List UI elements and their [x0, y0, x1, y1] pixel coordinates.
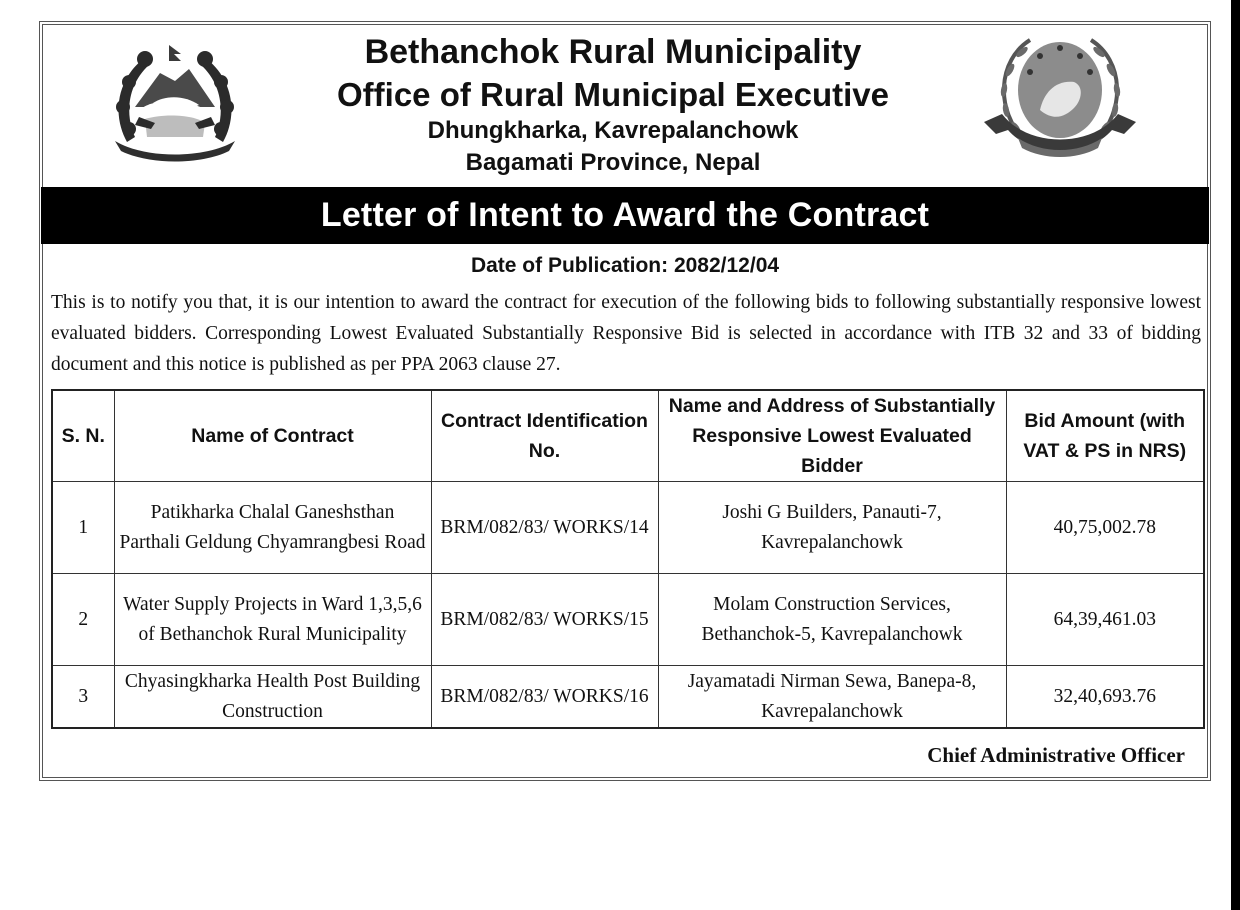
table-row: [52, 482, 1204, 574]
cell-sn: 3: [52, 666, 114, 729]
letterhead: [43, 25, 1207, 185]
municipality-name: Bethanchok Rural Municipality: [364, 33, 862, 71]
notice-frame: [39, 21, 1211, 781]
notice-title-banner: Letter of Intent to Award the Contract: [41, 187, 1209, 244]
header-bid-amount: Bid Amount (with VAT & PS in NRS): [1006, 390, 1204, 482]
table-row: [52, 666, 1204, 729]
cell-contract-name: Patikharka Chalal Ganeshsthan Parthali Geldung Chyamrangbesi Road: [114, 482, 431, 574]
header-sn: S. N.: [52, 390, 114, 482]
notice-body-text: This is to notify you that, it is our intention to award the contract for execution of the following bids to following substantially responsive lowest evaluated bidders. Corresponding Lowest Evaluated Substantially Responsive Bid is selected in accordance with ITB 32 and 33 of bidding document and this notice is published as per PPA 2063 clause 27.: [51, 292, 1201, 375]
cell-sn: 1: [52, 482, 114, 574]
cell-contract-id: BRM/082/83/ WORKS/14: [431, 482, 658, 574]
cell-contract-name: Water Supply Projects in Ward 1,3,5,6 of Bethanchok Rural Municipality: [114, 574, 431, 666]
bethanchok-municipality-logo-icon: [978, 30, 1143, 175]
table-header-row: [52, 390, 1204, 482]
office-address: Dhungkharka, Kavrepalanchowk: [427, 117, 799, 144]
cell-bid-amount: 64,39,461.03: [1006, 574, 1204, 666]
publication-date: Date of Publication: 2082/12/04: [470, 254, 780, 277]
cell-bidder: Joshi G Builders, Panauti-7, Kavrepalanchowk: [658, 482, 1006, 574]
office-title-block: [263, 29, 963, 179]
edge-black-bar: [1231, 0, 1240, 910]
cell-contract-name: Chyasingkharka Health Post Building Construction: [114, 666, 431, 729]
header-contract-id: Contract Identification No.: [431, 390, 658, 482]
award-table: [51, 389, 1205, 729]
office-name: Office of Rural Municipal Executive: [337, 76, 889, 113]
cell-bid-amount: 32,40,693.76: [1006, 666, 1204, 729]
cell-sn: 2: [52, 574, 114, 666]
header-contract-name: Name of Contract: [114, 390, 431, 482]
signatory-title: Chief Administrative Officer: [927, 743, 1185, 767]
cell-bidder: Jayamatadi Nirman Sewa, Banepa-8, Kavrepalanchowk: [658, 666, 1006, 729]
cell-bidder: Molam Construction Services, Bethanchok-5, Kavrepalanchowk: [658, 574, 1006, 666]
table-row: [52, 574, 1204, 666]
header-bidder: Name and Address of Substantially Responsive Lowest Evaluated Bidder: [658, 390, 1006, 482]
cell-contract-id: BRM/082/83/ WORKS/15: [431, 574, 658, 666]
cell-bid-amount: 40,75,002.78: [1006, 482, 1204, 574]
nepal-government-emblem-icon: [105, 37, 245, 167]
office-province: Bagamati Province, Nepal: [465, 149, 761, 176]
cell-contract-id: BRM/082/83/ WORKS/16: [431, 666, 658, 729]
